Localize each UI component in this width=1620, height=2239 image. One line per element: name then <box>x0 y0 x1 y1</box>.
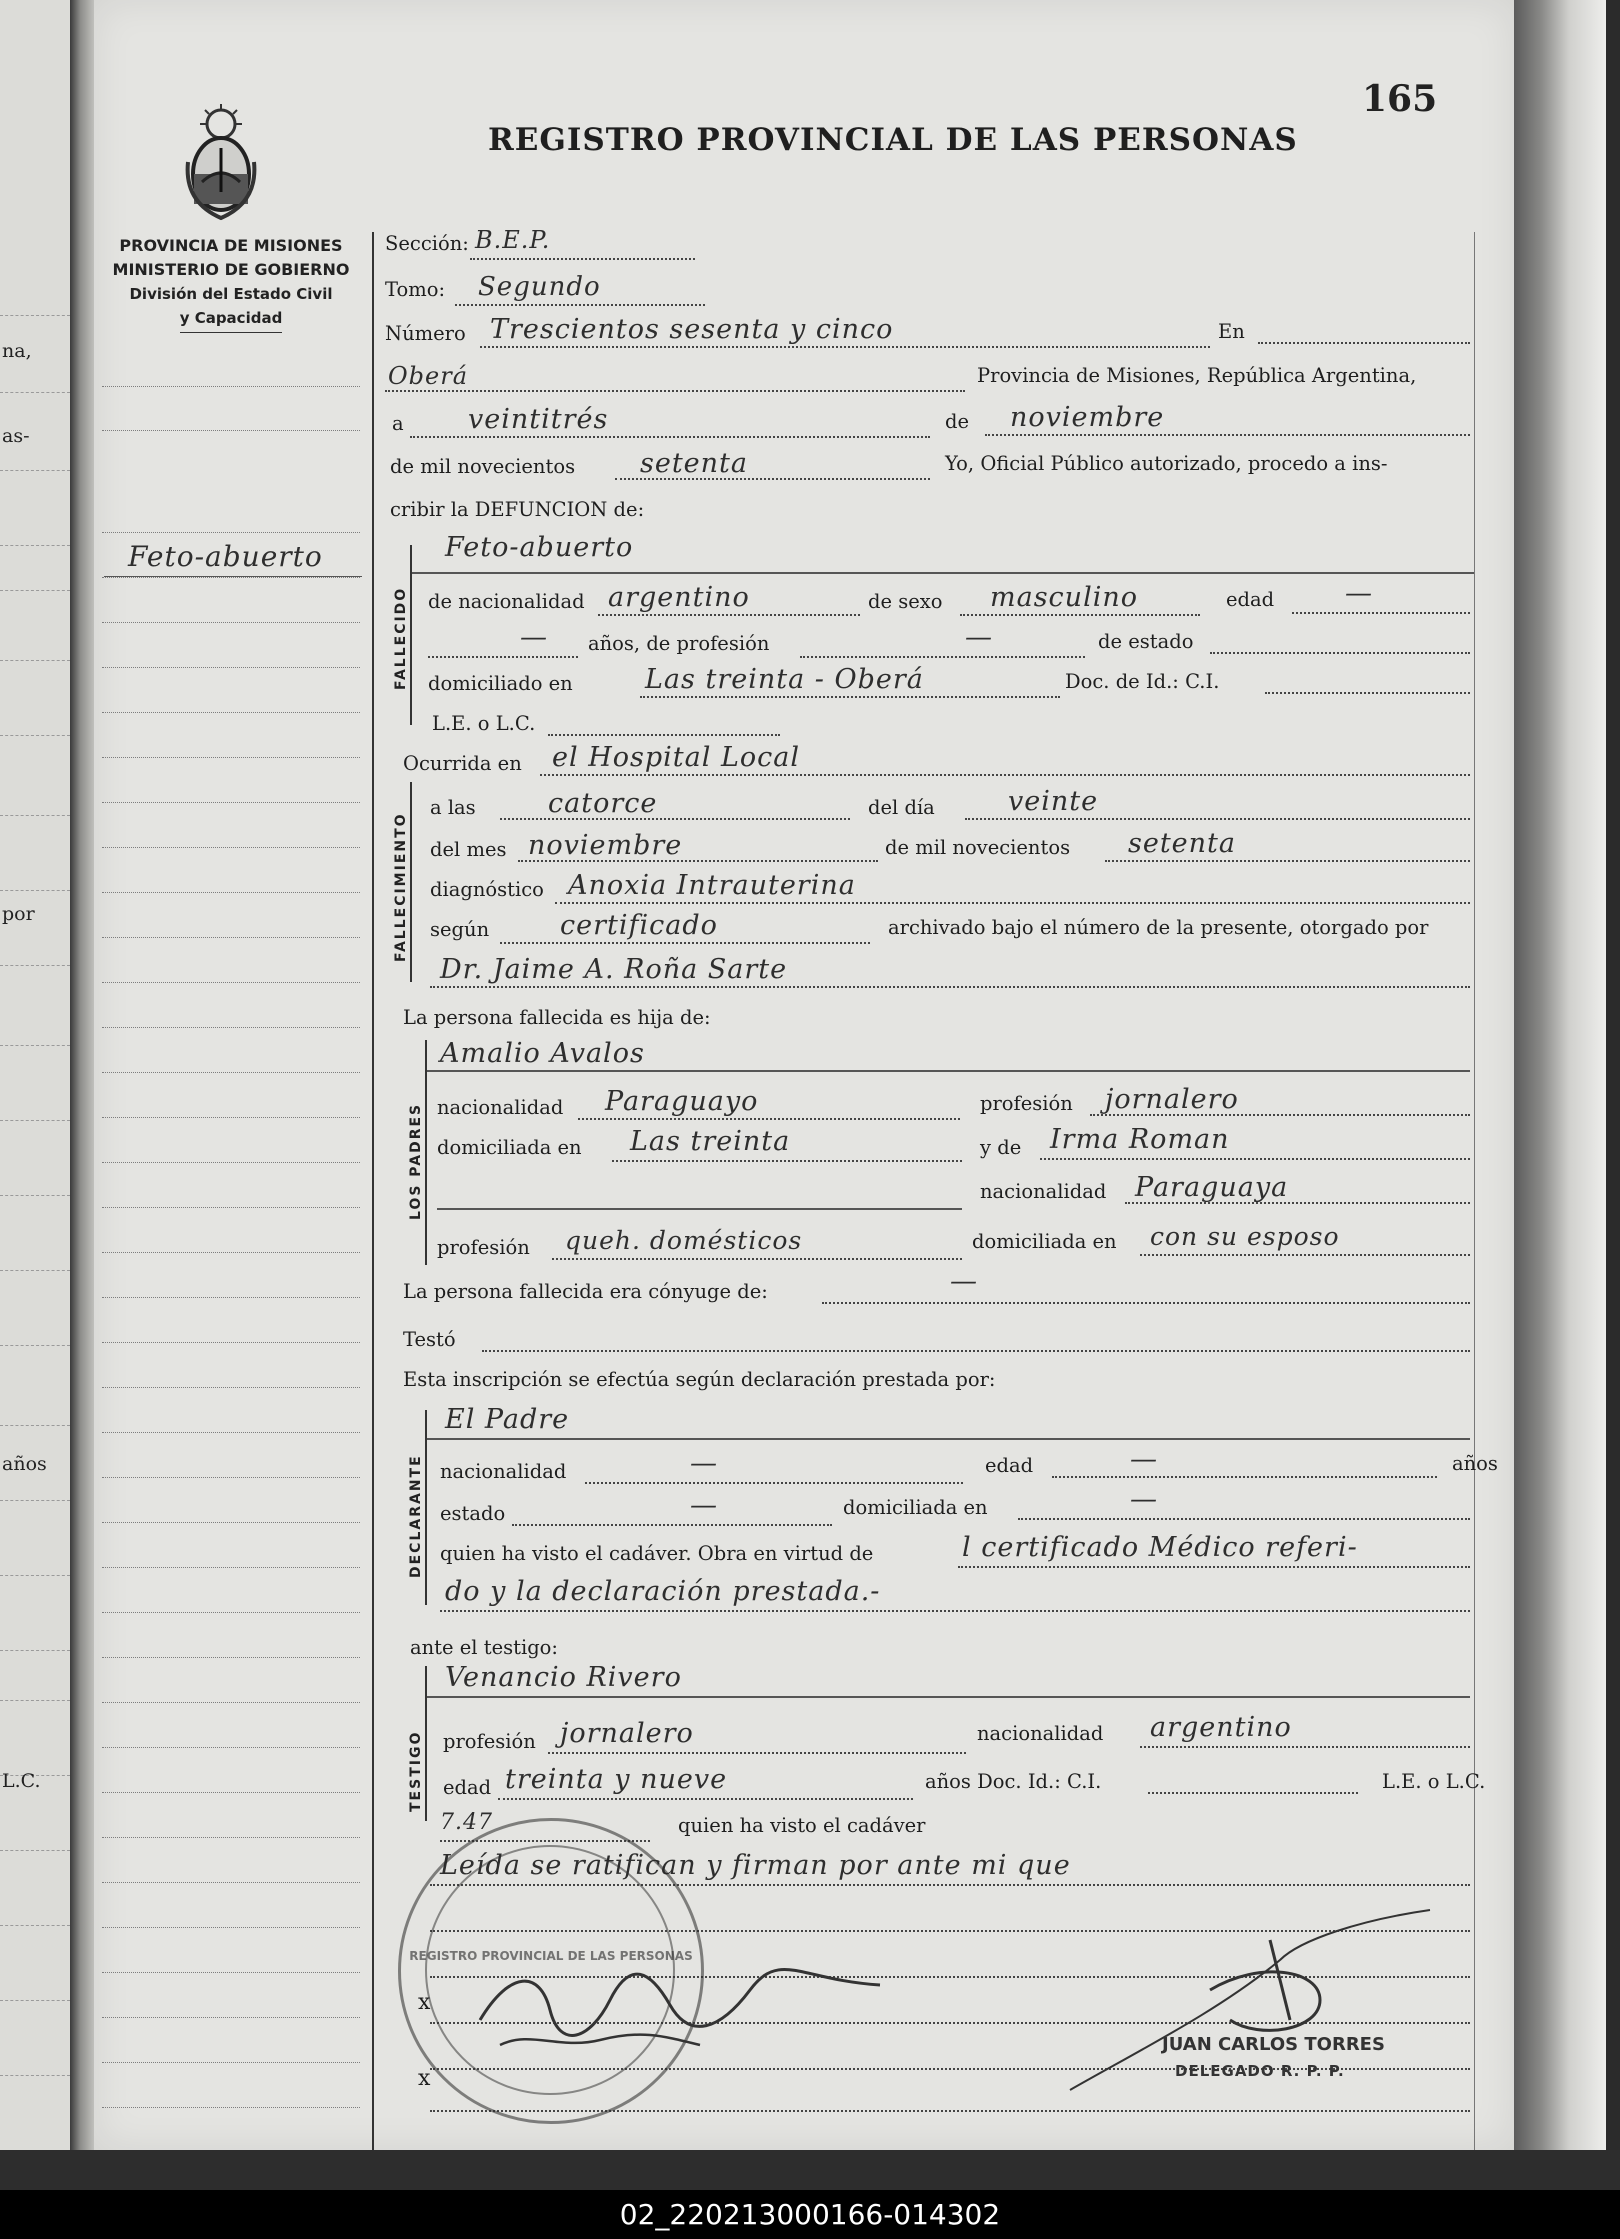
le-label: L.E. o L.C. <box>432 712 536 735</box>
declarante-nac-value: — <box>690 1448 718 1479</box>
image-caption: 02_220213000166-014302 <box>0 2190 1620 2239</box>
signature-mark: x <box>418 1990 431 2015</box>
padre-dom-label: domiciliada en <box>437 1136 582 1159</box>
declarante-edad-label: edad <box>985 1454 1034 1477</box>
margin-column <box>98 370 366 2140</box>
declarante-dom-value: — <box>1130 1484 1158 1515</box>
declarante-visto-text: quien ha visto el cadáver. Obra en virtud de <box>440 1542 874 1565</box>
left-page-fragment: años <box>2 1453 47 1475</box>
padre-prof-value: jornalero <box>1105 1084 1239 1115</box>
domicilio-value: Las treinta - Oberá <box>645 664 924 695</box>
declarant-signature <box>470 1950 890 2060</box>
testigo-doc-label: años Doc. Id.: C.I. <box>925 1770 1102 1793</box>
estado-label: de estado <box>1098 630 1194 653</box>
year-prefix: de mil novecientos <box>390 455 576 478</box>
seal-text: REGISTRO PROVINCIAL DE LAS PERSONAS <box>409 1949 693 1963</box>
madre-prof-label: profesión <box>437 1236 530 1259</box>
declarante-estado-label: estado <box>440 1502 506 1525</box>
section-label-declarante: DECLARANTE <box>408 1454 424 1578</box>
declarante-intro: Esta inscripción se efectúa según declaración prestada por: <box>403 1368 996 1391</box>
sexo-value: masculino <box>990 582 1138 613</box>
y-de-label: y de <box>980 1136 1022 1159</box>
closing-text: Leída se ratifican y firman por ante mi que <box>440 1850 1071 1881</box>
section-label-fallecimiento: FALLECIMIENTO <box>393 812 409 962</box>
day-value: veintitrés <box>468 404 609 435</box>
madre-nac-label: nacionalidad <box>980 1180 1107 1203</box>
declarante-edad-value: — <box>1130 1444 1158 1475</box>
nacionalidad-label: de nacionalidad <box>428 590 585 613</box>
dia-value: veinte <box>1008 786 1099 817</box>
edad-value: — <box>1345 578 1373 609</box>
padre-prof-label: profesión <box>980 1092 1073 1115</box>
declarante-estado-value: — <box>690 1490 718 1521</box>
diag-value: Anoxia Intrauterina <box>568 870 856 901</box>
conyuge-label: La persona fallecida era cónyuge de: <box>403 1280 768 1303</box>
hora-value: catorce <box>548 788 658 819</box>
left-page-fragment: as- <box>2 425 30 447</box>
conyuge-value: — <box>950 1266 978 1297</box>
declarante-anios-label: años <box>1452 1452 1498 1475</box>
office-line: PROVINCIA DE MISIONES <box>119 236 343 255</box>
de-label: de <box>945 410 970 433</box>
testo-label: Testó <box>403 1328 456 1351</box>
doc-label: Doc. de Id.: C.I. <box>1065 670 1220 693</box>
madre-dom-label: domiciliada en <box>972 1230 1117 1253</box>
madre-dom-value: con su esposo <box>1150 1222 1340 1251</box>
officer-name: JUAN CARLOS TORRES <box>1162 2034 1385 2055</box>
padre-name: Amalio Avalos <box>440 1038 645 1069</box>
page-number: 165 <box>1362 78 1438 120</box>
profesion-value: — <box>965 622 993 653</box>
madre-nac-value: Paraguaya <box>1135 1172 1289 1203</box>
anio-value: setenta <box>1128 828 1236 859</box>
left-page-fragment: por <box>2 903 35 925</box>
a-label: a <box>392 412 404 435</box>
office-line: División del Estado Civil <box>129 285 333 303</box>
anio-label: de mil novecientos <box>885 836 1071 859</box>
sexo-label: de sexo <box>868 590 943 613</box>
place-value: Oberá <box>388 362 469 390</box>
section-label-padres: LOS PADRES <box>408 1102 424 1220</box>
numero-label: Número <box>385 322 466 345</box>
scan-bottom-edge <box>0 2150 1620 2190</box>
en-label: En <box>1218 320 1245 343</box>
declarante-obra-value: l certificado Médico referi- <box>962 1532 1358 1563</box>
padre-nac-label: nacionalidad <box>437 1096 564 1119</box>
page-title: REGISTRO PROVINCIAL DE LAS PERSONAS <box>488 122 1298 158</box>
testigo-edad-value: treinta y nueve <box>505 1764 728 1795</box>
declarante-nac-label: nacionalidad <box>440 1460 567 1483</box>
inscribir-text: cribir la DEFUNCION de: <box>390 498 645 521</box>
testigo-prof-label: profesión <box>443 1730 536 1753</box>
archivado-text: archivado bajo el número de la presente, otorgado por <box>888 916 1429 939</box>
hora-label: a las <box>430 796 476 819</box>
ocurrida-label: Ocurrida en <box>403 752 522 775</box>
nacionalidad-value: argentino <box>608 582 750 613</box>
declarante-dom-label: domiciliada en <box>843 1496 988 1519</box>
coat-of-arms-icon <box>180 102 262 224</box>
medico-value: Dr. Jaime A. Roña Sarte <box>440 954 788 985</box>
officer-role: DELEGADO R. P. P. <box>1175 2062 1345 2080</box>
section-label-fallecido: FALLECIDO <box>393 586 409 690</box>
seccion-label: Sección: <box>385 232 469 255</box>
testigo-edad-label: edad <box>443 1776 492 1799</box>
madre-prof-value: queh. domésticos <box>565 1226 803 1255</box>
diag-label: diagnóstico <box>430 878 544 901</box>
padres-intro: La persona fallecida es hija de: <box>403 1006 711 1029</box>
left-page-fragment: L.C. <box>2 1770 41 1792</box>
office-line: MINISTERIO DE GOBIERNO <box>112 260 350 279</box>
officer-text: Yo, Oficial Público autorizado, procedo a ins- <box>945 452 1388 475</box>
province-text: Provincia de Misiones, República Argentina, <box>977 364 1417 387</box>
segun-label: según <box>430 918 490 941</box>
testigo-doc-value: 7.47 <box>440 1810 493 1835</box>
padre-nac-value: Paraguayo <box>605 1086 759 1117</box>
section-label-testigo: TESTIGO <box>408 1730 424 1812</box>
testigo-prof-value: jornalero <box>560 1718 694 1749</box>
declarante-obra-cont: do y la declaración prestada.- <box>445 1576 881 1607</box>
declarante-name: El Padre <box>445 1404 570 1435</box>
issuing-office <box>100 234 362 333</box>
mes-value: noviembre <box>528 830 683 861</box>
office-line: y Capacidad <box>180 306 283 333</box>
edad-label: edad <box>1226 588 1275 611</box>
dia-label: del día <box>868 796 935 819</box>
book-cover-edge <box>1514 0 1606 2150</box>
tomo-value: Segundo <box>478 272 601 302</box>
testigo-nac-label: nacionalidad <box>977 1722 1104 1745</box>
testigo-visto-text: quien ha visto el cadáver <box>678 1814 926 1837</box>
margin-note: Feto-abuerto <box>128 540 323 573</box>
testigo-name: Venancio Rivero <box>445 1662 682 1693</box>
month-value: noviembre <box>1010 402 1165 433</box>
book-binding <box>70 0 96 2150</box>
segun-value: certificado <box>560 910 718 941</box>
fallecido-name: Feto-abuerto <box>445 532 634 563</box>
testigo-le-label: L.E. o L.C. <box>1382 1770 1486 1793</box>
mes-label: del mes <box>430 838 507 861</box>
numero-value: Trescientos sesenta y cinco <box>490 314 894 345</box>
madre-name: Irma Roman <box>1050 1124 1230 1155</box>
profesion-label: años, de profesión <box>588 632 770 655</box>
padre-dom-value: Las treinta <box>630 1126 791 1157</box>
edad-continued: — <box>520 622 548 653</box>
testigo-intro: ante el testigo: <box>410 1636 558 1659</box>
left-page-fragment: na, <box>2 340 32 362</box>
year-value: setenta <box>640 448 748 479</box>
tomo-label: Tomo: <box>385 278 446 301</box>
domicilio-label: domiciliado en <box>428 672 573 695</box>
ocurrida-value: el Hospital Local <box>552 742 800 773</box>
testigo-nac-value: argentino <box>1150 1712 1292 1743</box>
seccion-value: B.E.P. <box>475 226 551 254</box>
signature-mark: x <box>418 2066 431 2091</box>
left-facing-page <box>0 0 72 2150</box>
